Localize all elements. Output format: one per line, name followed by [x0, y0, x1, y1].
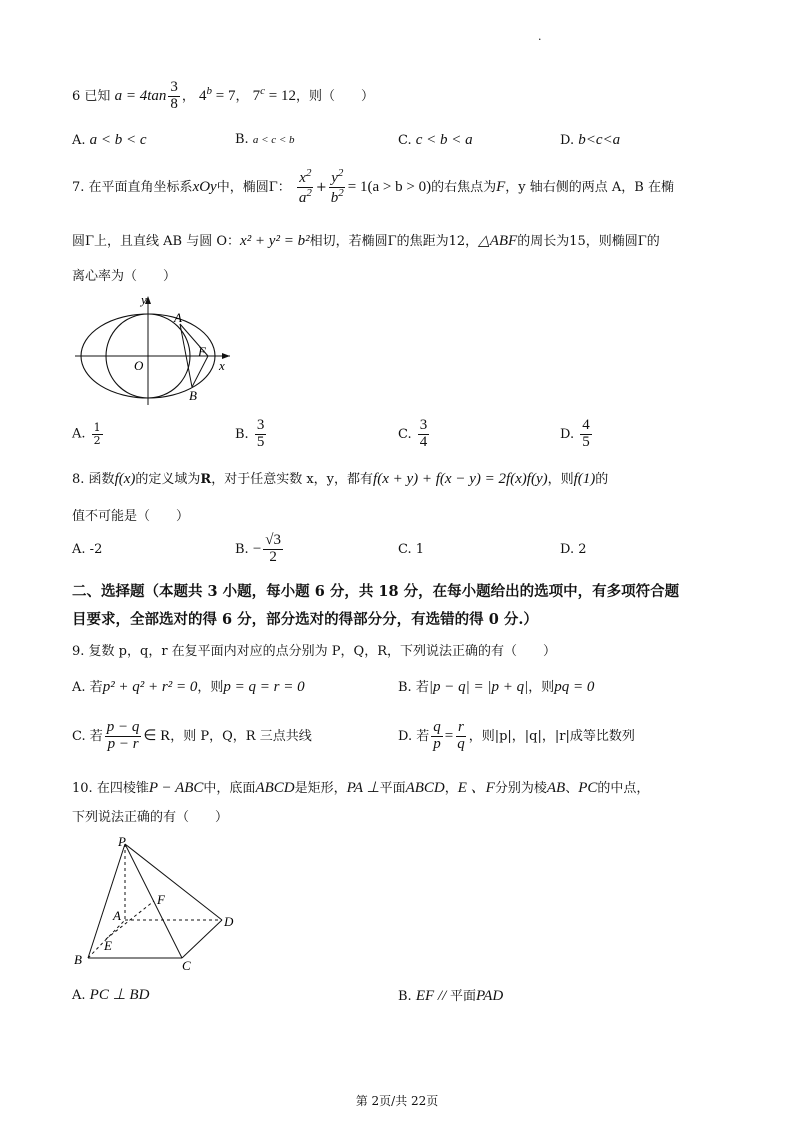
edge-pd	[125, 844, 222, 920]
q6-option-a: A. a < b < c	[72, 132, 147, 148]
q6-stem: 6 已知 a = 4tan $\frac{3}{8}$ ， $4^b = 7$， $7^c = 12$，则（ ）	[72, 79, 374, 112]
q8-option-d: D. 2	[560, 542, 587, 557]
section2-heading-line1: 二、选择题（本题共 3 小题，每小题 6 分，共 18 分，在每小题给出的选项中，有多项符合题	[72, 583, 680, 600]
q7-option-c: C. $\frac{3}{4}$	[398, 417, 428, 450]
label-b: B	[74, 952, 82, 967]
q7-line2: 圆Γ上，且直线 AB 与圆 O：x² + y² = b²相切，若椭圆Γ的焦距为12，△ABF的周长为15，则椭圆Γ的	[72, 233, 660, 249]
q7-option-d: D. $\frac{4}{5}$	[560, 417, 590, 450]
q7-line3: 离心率为（ ）	[72, 269, 177, 284]
label-p: P	[118, 834, 126, 849]
q7-eq-frac-y: $\frac{y^2}{b^2}$	[330, 167, 344, 206]
q7-line1: 7. 在平面直角坐标系xOy中，椭圆Γ： $\frac{x^2}{a^2}$ + $\frac{y^2}{b^2}$ = 1(a > b > 0)的右焦点为F，y 轴右侧的两点 A，B 在椭	[72, 167, 674, 206]
q9-stem: 9. 复数 p，q，r 在复平面内对应的点分别为 P，Q，R，下列说法正确的有（ ）	[72, 644, 556, 659]
q9-option-c: C. 若 $\frac{p - q}{p - r}$ ∈ R，则 P，Q，R 三点共线	[72, 719, 312, 752]
q10-option-b: B. EF // 平面PAD	[398, 988, 504, 1004]
q9-option-d: D. 若 $\frac{q}{p}$ = $\frac{r}{q}$ ，则|p|，|q|，|r|成等比数列	[398, 719, 635, 752]
q10-line1: 10. 在四棱锥P − ABC中，底面ABCD是矩形，PA ⊥平面ABCD，E 、F分别为棱AB、PC的中点，	[72, 780, 650, 796]
q6-stem-pre: 已知	[84, 88, 111, 104]
q9-option-b: B. 若|p − q| = |p + q|，则pq = 0	[398, 679, 595, 695]
page-footer: 第 2页/共 22页	[355, 1094, 439, 1108]
label-y: y	[141, 292, 147, 307]
label-e: E	[104, 938, 112, 953]
q7-option-a: A. $\frac{1}{2}$	[72, 421, 101, 447]
label-a: A	[113, 908, 121, 923]
label-d: D	[224, 914, 234, 929]
label-f: F	[157, 892, 165, 907]
q6-number: 6	[72, 88, 81, 104]
q7-option-b: B. $\frac{3}{5}$	[235, 417, 265, 450]
label-x: x	[219, 358, 225, 373]
q8-line2: 值不可能是（ ）	[72, 509, 190, 524]
q9-option-a: A. 若p² + q² + r² = 0，则p = q = r = 0	[72, 679, 305, 695]
q6-expr-b: $4^b = 7$	[199, 84, 236, 104]
label-o: O	[134, 358, 144, 373]
q6-option-b: B. a < c < b	[235, 132, 295, 147]
q10-option-a: A. PC ⊥ BD	[72, 987, 150, 1003]
q6-expr-a: a = 4tan	[114, 87, 167, 104]
q6-fraction: $\frac{3}{8}$	[170, 79, 178, 112]
label-f: F	[198, 344, 206, 359]
q8-option-c: C. 1	[398, 542, 425, 557]
label-a: A	[174, 310, 182, 325]
q7-eq-frac-x: $\frac{x^2}{a^2}$	[298, 167, 312, 206]
q6-expr-c: $7^c = 12$	[252, 84, 296, 104]
q10-line2: 下列说法正确的有（ ）	[72, 810, 229, 825]
q6-option-d: D. b<c<a	[560, 132, 621, 148]
section2-heading-line2: 目要求，全部选对的得 6 分，部分选对的得部分分，有选错的得 0 分.）	[72, 611, 538, 628]
q8-option-a: A. -2	[72, 542, 103, 557]
q10-pyramid-figure	[70, 832, 250, 974]
edge-cd	[182, 920, 222, 958]
corner-mark: .	[538, 30, 542, 43]
q8-option-b: B. − $\frac{√3}{2}$	[235, 532, 282, 565]
q6-option-c: C. c < b < a	[398, 132, 473, 148]
q8-line1: 8. 函数f(x)的定义域为R，对于任意实数 x，y，都有f(x + y) + f(x − y) = 2f(x)f(y)，则f(1)的	[72, 471, 609, 487]
q7-ellipse-figure	[70, 290, 240, 410]
label-c: C	[182, 958, 191, 973]
label-b: B	[189, 388, 197, 403]
q6-stem-post: ，则（ ）	[295, 88, 374, 104]
